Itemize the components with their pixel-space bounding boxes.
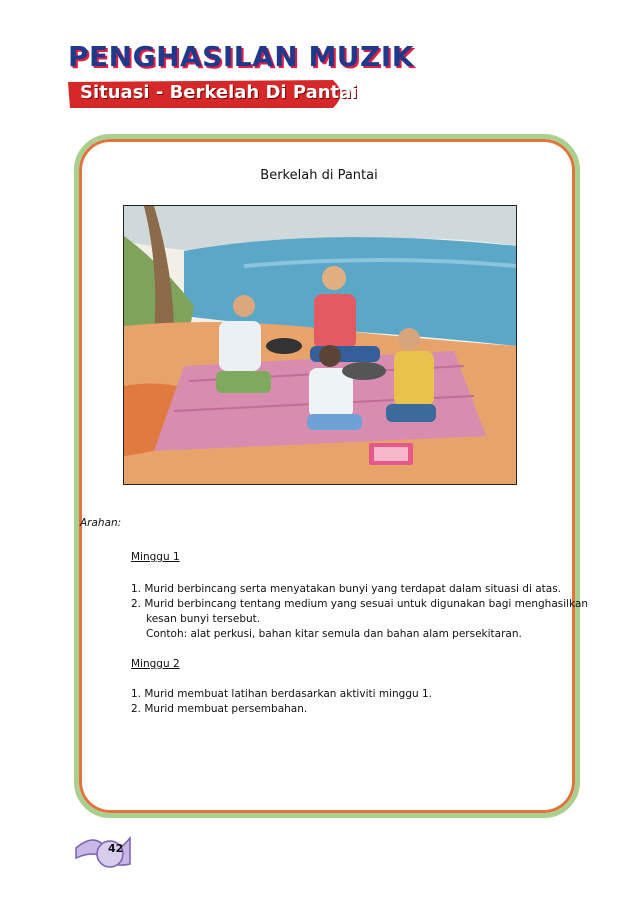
subtitle: Situasi - Berkelah Di Pantai [80, 82, 358, 103]
week1-item-2: 2. Murid berbincang tentang medium yang sesuai untuk digunakan bagi menghasilkan [131, 598, 589, 610]
page-heading: PENGHASILAN MUZIK [68, 40, 414, 73]
week2-item-1: 1. Murid membuat latihan berdasarkan aktiviti minggu 1. [131, 688, 432, 700]
week1-item-2-cont: kesan bunyi tersebut. [146, 613, 261, 625]
card-title: Berkelah di Pantai [260, 168, 378, 183]
week2-item-2: 2. Murid membuat persembahan. [131, 703, 308, 715]
week1-item-1: 1. Murid berbincang serta menyatakan bunyi yang terdapat dalam situasi di atas. [131, 583, 562, 595]
week1-heading: Minggu 1 [131, 551, 180, 563]
week1-example: Contoh: alat perkusi, bahan kitar semula dan bahan alam persekitaran. [146, 628, 522, 640]
week2-heading: Minggu 2 [131, 658, 180, 670]
arahan-label: Arahan: [80, 517, 122, 529]
beach-picnic-illustration [123, 205, 517, 485]
page-number: 42 [108, 842, 124, 855]
